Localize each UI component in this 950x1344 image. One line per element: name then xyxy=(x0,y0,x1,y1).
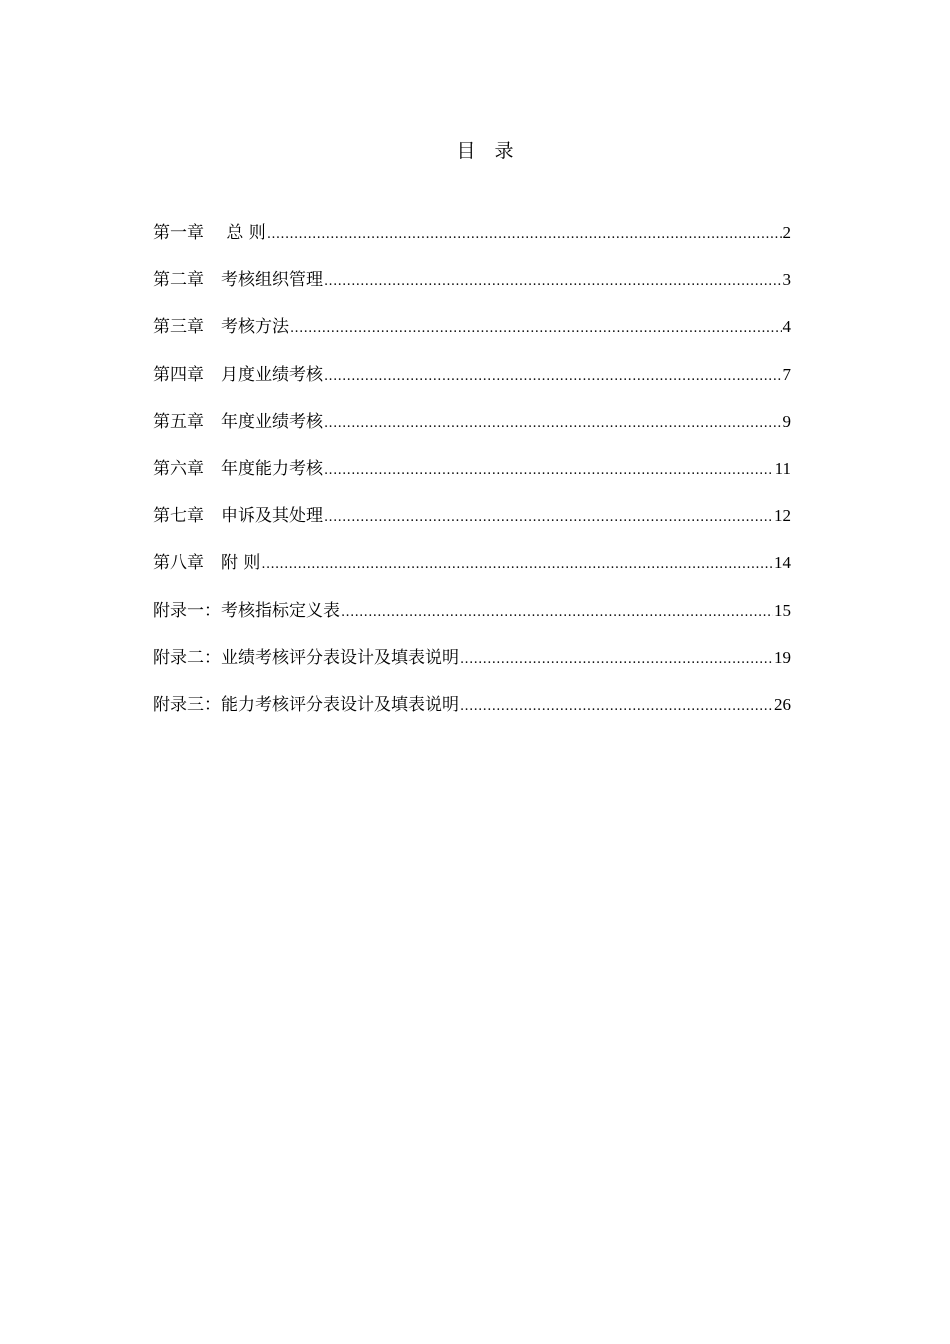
toc-entry-page: 19 xyxy=(774,647,791,667)
toc-entry-label: 第八章 附 则 xyxy=(153,553,261,574)
table-of-contents xyxy=(153,218,791,737)
toc-entry[interactable] xyxy=(153,548,791,595)
toc-leader-dots xyxy=(324,459,774,479)
toc-entry-page: 3 xyxy=(782,270,791,290)
toc-entry[interactable] xyxy=(153,312,791,359)
toc-leader-dots xyxy=(341,601,773,621)
toc-entry[interactable] xyxy=(153,265,791,312)
toc-leader-dots xyxy=(290,317,782,337)
toc-entry[interactable] xyxy=(153,501,791,548)
toc-entry[interactable] xyxy=(153,454,791,501)
toc-entry-label: 第一章 总 则 xyxy=(153,223,266,243)
toc-entry-page: 11 xyxy=(774,458,791,478)
toc-leader-dots xyxy=(324,506,773,526)
toc-leader-dots xyxy=(460,695,773,715)
toc-leader-dots xyxy=(324,365,782,385)
toc-entry[interactable] xyxy=(153,643,791,690)
toc-entry-label: 第四章 月度业绩考核 xyxy=(153,364,323,385)
toc-entry-label: 附录二：业绩考核评分表设计及填表说明 xyxy=(153,647,459,668)
toc-entry-label: 第六章 年度能力考核 xyxy=(153,458,323,479)
toc-leader-dots xyxy=(324,412,782,432)
toc-entry-page: 26 xyxy=(774,694,791,714)
toc-entry-page: 2 xyxy=(782,223,791,242)
toc-entry-page: 14 xyxy=(774,553,791,573)
toc-leader-dots xyxy=(460,648,773,668)
toc-entry-page: 4 xyxy=(782,317,791,337)
toc-leader-dots xyxy=(261,553,773,573)
toc-entry-label: 附录一：考核指标定义表 xyxy=(153,600,340,621)
toc-entry-page: 12 xyxy=(774,506,791,526)
toc-entry-page: 15 xyxy=(774,600,791,620)
toc-entry-label: 附录三：能力考核评分表设计及填表说明 xyxy=(153,694,459,715)
toc-entry[interactable] xyxy=(153,360,791,407)
toc-entry[interactable] xyxy=(153,690,791,737)
toc-leader-dots xyxy=(324,270,782,290)
toc-leader-dots xyxy=(267,223,782,243)
toc-entry-page: 7 xyxy=(782,364,791,384)
toc-entry-label: 第三章 考核方法 xyxy=(153,317,289,338)
toc-entry-label: 第二章 考核组织管理 xyxy=(153,270,323,291)
toc-entry-label: 第五章 年度业绩考核 xyxy=(153,411,323,432)
toc-entry-label: 第七章 申诉及其处理 xyxy=(153,506,323,527)
toc-title: 目 录 xyxy=(456,140,514,162)
toc-entry-page: 9 xyxy=(782,411,791,431)
toc-entry[interactable] xyxy=(153,596,791,643)
toc-entry[interactable] xyxy=(153,407,791,454)
toc-entry[interactable] xyxy=(153,218,791,265)
